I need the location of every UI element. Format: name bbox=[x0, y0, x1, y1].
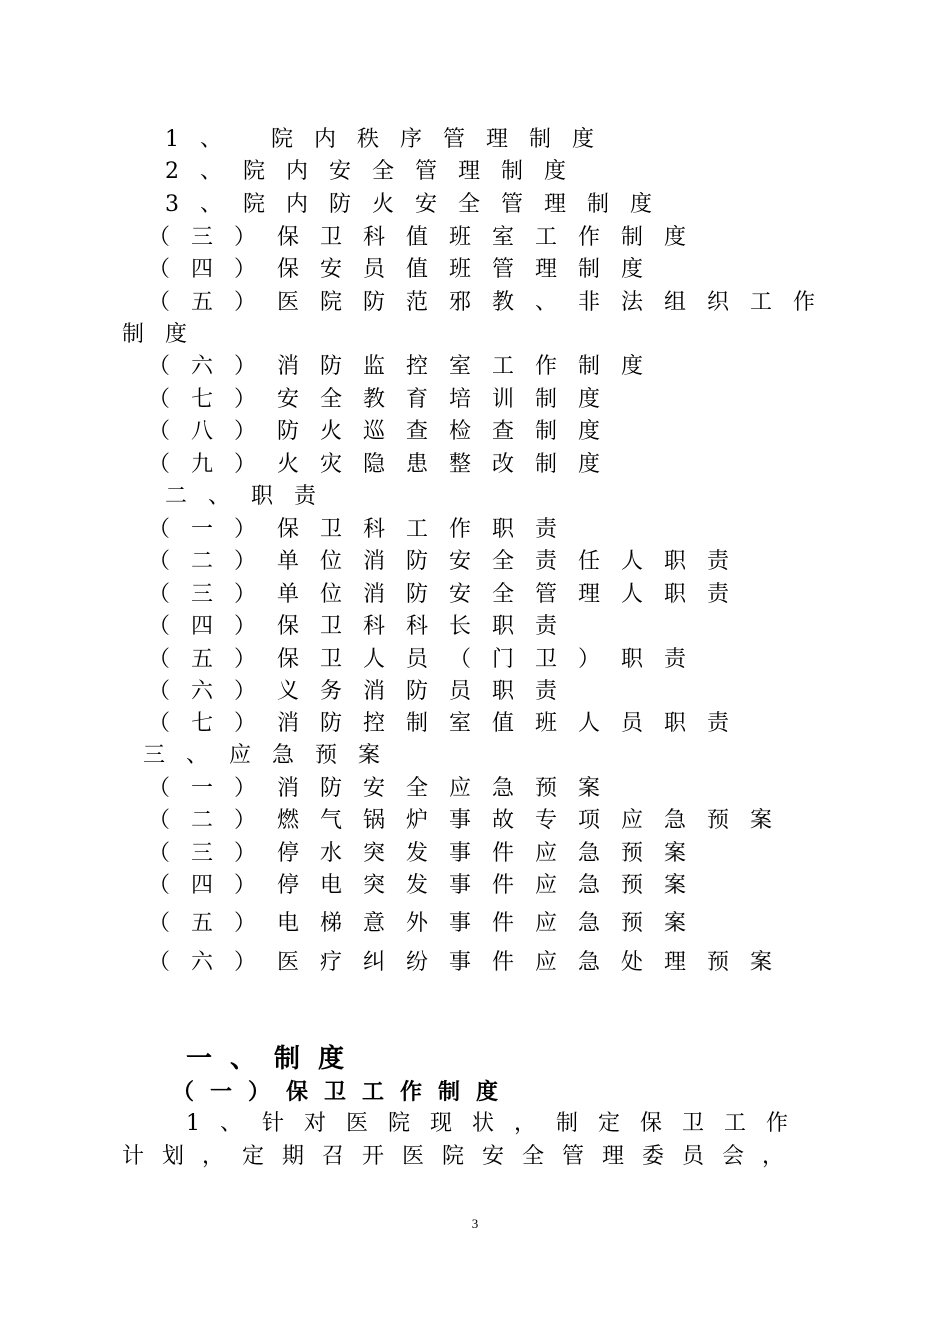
toc-item-1-3: （三）保卫科值班室工作制度 bbox=[148, 225, 708, 250]
toc-sub-item-1: 1、 院内秩序管理制度 bbox=[165, 127, 615, 152]
toc-item-3-4: （四）停电突发事件应急预案 bbox=[148, 873, 708, 898]
toc-item-2-1: （一）保卫科工作职责 bbox=[148, 517, 579, 542]
toc-item-1-8: （八）防火巡查检查制度 bbox=[148, 419, 622, 444]
subsection-heading-1: （一）保卫工作制度 bbox=[172, 1079, 515, 1105]
paragraph-line-2: 计划，定期召开医院安全管理委员会， bbox=[122, 1144, 803, 1169]
page-number: 3 bbox=[471, 1216, 479, 1231]
section-heading-1: 一、制度 bbox=[186, 1044, 363, 1074]
paragraph-line-1: 1、针对医院现状，制定保卫工作 bbox=[186, 1111, 808, 1136]
toc-item-3-3: （三）停水突发事件应急预案 bbox=[148, 841, 708, 866]
toc-sub-item-2: 2、院内安全管理制度 bbox=[165, 159, 587, 184]
toc-item-3-1: （一）消防安全应急预案 bbox=[148, 776, 622, 801]
toc-item-2-4: （四）保卫科科长职责 bbox=[148, 614, 579, 639]
toc-section-3-title: 三、应急预案 bbox=[143, 743, 402, 768]
toc-item-2-3: （三）单位消防安全管理人职责 bbox=[148, 582, 751, 607]
toc-sub-item-3: 3、院内防火安全管理制度 bbox=[165, 192, 673, 217]
toc-item-1-5-continued: 制度 bbox=[122, 322, 209, 347]
toc-item-2-6: （六）义务消防员职责 bbox=[148, 679, 579, 704]
toc-item-1-7: （七）安全教育培训制度 bbox=[148, 387, 622, 412]
toc-item-3-2: （二）燃气锅炉事故专项应急预案 bbox=[148, 808, 794, 833]
toc-item-3-5: （五）电梯意外事件应急预案 bbox=[148, 911, 708, 936]
toc-section-2-title: 二、职责 bbox=[165, 484, 338, 509]
toc-item-2-5: （五）保卫人员（门卫）职责 bbox=[148, 647, 708, 672]
toc-item-1-4: （四）保安员值班管理制度 bbox=[148, 257, 665, 282]
toc-item-2-2: （二）单位消防安全责任人职责 bbox=[148, 549, 751, 574]
toc-item-2-7: （七）消防控制室值班人员职责 bbox=[148, 711, 751, 736]
toc-item-3-6: （六）医疗纠纷事件应急处理预案 bbox=[148, 950, 794, 975]
toc-item-1-9: （九）火灾隐患整改制度 bbox=[148, 452, 622, 477]
toc-item-1-5: （五）医院防范邪教、非法组织工作 bbox=[148, 290, 837, 315]
toc-item-1-6: （六）消防监控室工作制度 bbox=[148, 354, 665, 379]
